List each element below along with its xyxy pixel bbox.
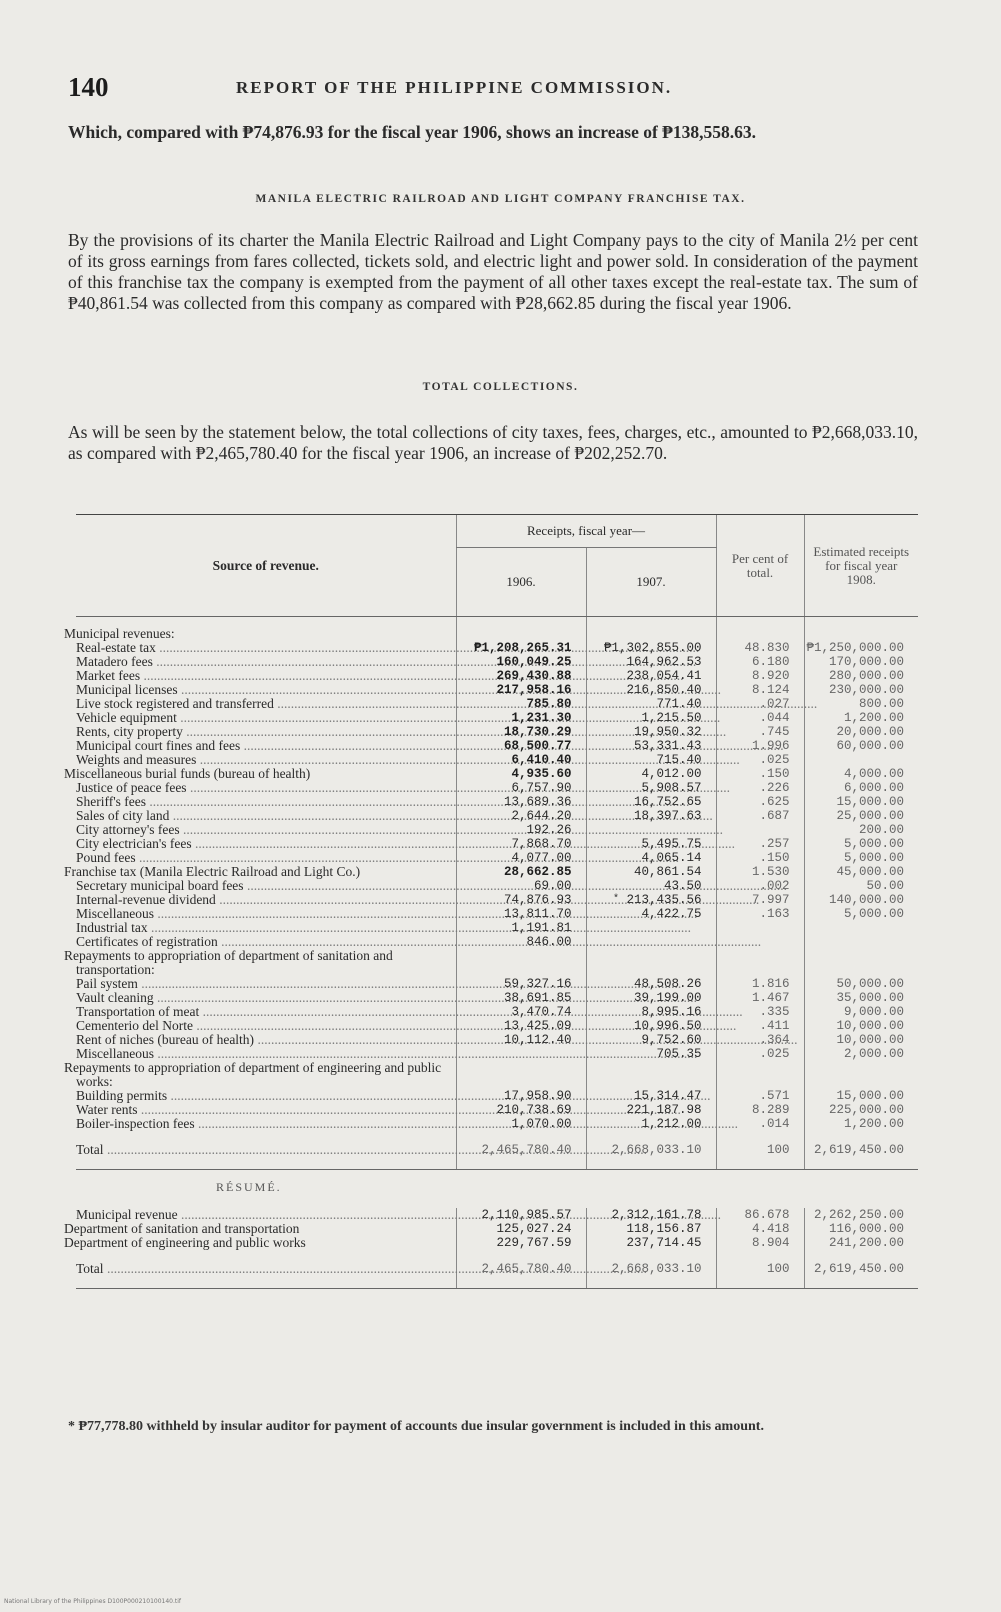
receipts-1906: 2,110,985.57: [456, 1208, 586, 1222]
percent-of-total: .335: [716, 1005, 804, 1019]
source-cell: [76, 1033, 456, 1047]
group-sanitation-repayments-blank: [804, 949, 918, 977]
receipts-1906: 192.26: [456, 823, 586, 837]
source-cell: [76, 991, 456, 1005]
source-cell: [76, 1208, 456, 1222]
estimated-1908: 15,000.00: [804, 795, 918, 809]
receipts-1906: 1,070.00: [456, 1117, 586, 1131]
receipts-1907: 48,508.26: [586, 977, 716, 991]
table-spacer: [76, 617, 918, 628]
header-1907: 1907.: [586, 548, 716, 617]
percent-of-total: .745: [716, 725, 804, 739]
estimated-1908: 241,200.00: [804, 1236, 918, 1250]
resume-heading: RÉSUMÉ.: [216, 1180, 282, 1194]
total-y1907: 2,668,033.10: [586, 1131, 716, 1170]
table-row: [76, 851, 918, 865]
receipts-1907: 53,331.43: [586, 739, 716, 753]
receipts-1907: 715.40: [586, 753, 716, 767]
source-label: Miscellaneous burial funds (bureau of health): [64, 766, 311, 781]
percent-of-total: 8.289: [716, 1103, 804, 1117]
percent-of-total: .027: [716, 697, 804, 711]
receipts-1907: 4,065.14: [586, 851, 716, 865]
estimated-1908: 10,000.00: [804, 1019, 918, 1033]
percent-of-total: 4.418: [716, 1222, 804, 1236]
group-engineering-repayments: [76, 1061, 918, 1089]
source-label: City attorney's fees .....: [76, 823, 456, 837]
franchise-tax-paragraph: By the provisions of its charter the Manila Electric Railroad and Light Company pays to the city of Manila 2½ per cent of its gross earnings from fares collected, tickets sold, and electric light and power sold. In consideration of the payment of this franchise tax the company is exempted from the payment of all other taxes except the real-estate tax. The sum of ₱40,861.54 was collected from this company as compared with ₱28,662.85 during the fiscal year 1906.: [68, 230, 918, 313]
table-row: [76, 697, 918, 711]
receipts-1906: 269,430.88: [456, 669, 586, 683]
total-pct: 100: [716, 1250, 804, 1289]
source-cell: [76, 1103, 456, 1117]
source-cell: [64, 1221, 456, 1236]
source-label: Secretary municipal board fees .....: [76, 879, 456, 893]
source-cell: [76, 851, 456, 865]
percent-of-total: .150: [716, 851, 804, 865]
estimated-1908: 170,000.00: [804, 655, 918, 669]
source-label: City electrician's fees .....: [76, 837, 456, 851]
estimated-1908: 800.00: [804, 697, 918, 711]
source-cell: [76, 725, 456, 739]
source-label: Vault cleaning .....: [76, 991, 456, 1005]
receipts-1906: 4,077.00: [456, 851, 586, 865]
source-label: Cementerio del Norte .....: [76, 1019, 456, 1033]
receipts-1907: 238,054.41: [586, 669, 716, 683]
estimated-1908: 9,000.00: [804, 1005, 918, 1019]
table-row: [76, 655, 918, 669]
group-municipal-revenues-blank: [456, 627, 586, 641]
estimated-1908: 25,000.00: [804, 809, 918, 823]
group-municipal-revenues-blank: [716, 627, 804, 641]
percent-of-total: .571: [716, 1089, 804, 1103]
receipts-1906: 7,868.70: [456, 837, 586, 851]
estimated-1908: 116,000.00: [804, 1222, 918, 1236]
group-engineering-repayments-blank: [586, 1061, 716, 1089]
table-row: [76, 1117, 918, 1131]
group-municipal-revenues-blank: [804, 627, 918, 641]
total-est: 2,619,450.00: [804, 1131, 918, 1170]
total-y1906: 2,465,780.40: [456, 1250, 586, 1289]
percent-of-total: 1.996: [716, 739, 804, 753]
receipts-1907: 237,714.45: [586, 1236, 716, 1250]
receipts-1907: 8,995.16: [586, 1005, 716, 1019]
receipts-1906: 13,689.36: [456, 795, 586, 809]
table-row: [76, 977, 918, 991]
source-label: Weights and measures .....: [76, 753, 456, 767]
percent-of-total: 1.530: [716, 865, 804, 879]
estimated-1908: 4,000.00: [804, 767, 918, 781]
source-label: Miscellaneous .....: [76, 1047, 456, 1061]
table-row: [76, 991, 918, 1005]
receipts-1906: 18,730.29: [456, 725, 586, 739]
percent-of-total: 8.124: [716, 683, 804, 697]
receipts-1906: 217,958.16: [456, 683, 586, 697]
group-sanitation-repayments: [76, 949, 918, 977]
source-label: Building permits .....: [76, 1089, 456, 1103]
receipts-1907: 39,199.00: [586, 991, 716, 1005]
source-cell: [76, 669, 456, 683]
receipts-1907: 164,962.53: [586, 655, 716, 669]
source-label: Miscellaneous .....: [76, 907, 456, 921]
resume-heading-row: [76, 1170, 918, 1209]
source-cell: [76, 1089, 456, 1103]
estimated-1908: 35,000.00: [804, 991, 918, 1005]
table-row: [76, 725, 918, 739]
receipts-1907: 9,752.60: [586, 1033, 716, 1047]
percent-of-total: .014: [716, 1117, 804, 1131]
table-row: [76, 809, 918, 823]
spacer-cell: [716, 617, 804, 628]
receipts-1907: 1,212.00: [586, 1117, 716, 1131]
estimated-1908: 140,000.00: [804, 893, 918, 907]
receipts-1907: 19,950.32: [586, 725, 716, 739]
scan-imprint: National Library of the Philippines D100P000210100140.tif: [4, 1598, 182, 1605]
percent-of-total: 6.180: [716, 655, 804, 669]
spacer-cell: [456, 617, 586, 628]
percent-of-total: 86.678: [716, 1208, 804, 1222]
estimated-1908: 20,000.00: [804, 725, 918, 739]
receipts-1907: 10,996.50: [586, 1019, 716, 1033]
section-heading-total-collections: TOTAL COLLECTIONS.: [422, 381, 579, 393]
total-pct: 100: [716, 1131, 804, 1170]
table-row: [76, 1047, 918, 1061]
estimated-1908: 2,000.00: [804, 1047, 918, 1061]
estimated-1908: 1,200.00: [804, 711, 918, 725]
percent-of-total: .364: [716, 1033, 804, 1047]
source-cell: [76, 1117, 456, 1131]
table-row: [76, 893, 918, 907]
estimated-1908: 230,000.00: [804, 683, 918, 697]
table-row: [76, 1033, 918, 1047]
table-row: [76, 711, 918, 725]
percent-of-total: 48.830: [716, 641, 804, 655]
source-cell: [76, 921, 456, 935]
revenue-table: [64, 514, 918, 1289]
source-cell: [76, 837, 456, 851]
source-cell: [76, 697, 456, 711]
table-row: [76, 1089, 918, 1103]
receipts-1906: 13,811.70: [456, 907, 586, 921]
source-label: Transportation of meat .....: [76, 1005, 456, 1019]
source-cell: [64, 864, 456, 879]
source-cell: [76, 893, 456, 907]
receipts-1906: 210,738.69: [456, 1103, 586, 1117]
receipts-1906: 3,470.74: [456, 1005, 586, 1019]
source-label: Municipal revenue .....: [76, 1208, 456, 1222]
estimated-1908: 200.00: [804, 823, 918, 837]
receipts-1906: 13,425.09: [456, 1019, 586, 1033]
footnote-marker: *: [612, 894, 619, 905]
total-row: [76, 1131, 918, 1170]
receipts-1906: 10,112.40: [456, 1033, 586, 1047]
group-municipal-revenues-label: Municipal revenues:: [64, 626, 175, 641]
estimated-1908: [804, 935, 918, 949]
source-label: Matadero fees .....: [76, 655, 456, 669]
source-label: Municipal court fines and fees .....: [76, 739, 456, 753]
footnote: * ₱77,778.80 withheld by insular auditor for payment of accounts due insular government is included in this amount.: [68, 1419, 764, 1434]
resume-row: [76, 1236, 918, 1250]
receipts-1907: 216,850.40: [586, 683, 716, 697]
percent-of-total: .226: [716, 781, 804, 795]
running-title: REPORT OF THE PHILIPPINE COMMISSION.: [236, 78, 673, 97]
intro-paragraph: Which, compared with ₱74,876.93 for the fiscal year 1906, shows an increase of ₱138,558.63.: [68, 122, 756, 142]
table-row: [76, 1103, 918, 1117]
estimated-1908: 5,000.00: [804, 907, 918, 921]
source-label: Industrial tax .....: [76, 921, 456, 935]
total-label: Total .....: [76, 1262, 456, 1276]
table-row: [76, 907, 918, 921]
receipts-1907: 5,495.75: [586, 837, 716, 851]
group-sanitation-repayments-blank: [716, 949, 804, 977]
table-row: [76, 739, 918, 753]
percent-of-total: 8.920: [716, 669, 804, 683]
estimated-1908: 10,000.00: [804, 1033, 918, 1047]
table-row: [76, 781, 918, 795]
estimated-1908: 2,262,250.00: [804, 1208, 918, 1222]
percent-of-total: [716, 823, 804, 837]
table-row: [76, 753, 918, 767]
source-label: Rents, city property .....: [76, 725, 456, 739]
source-label: Rent of niches (bureau of health) .....: [76, 1033, 456, 1047]
source-cell: [76, 739, 456, 753]
receipts-1906: 59,327.16: [456, 977, 586, 991]
receipts-1907: 2,312,161.78: [586, 1208, 716, 1222]
table-row: [76, 641, 918, 655]
source-cell: [76, 1005, 456, 1019]
receipts-1907: ₱1,302,855.00: [586, 641, 716, 655]
table-row: [76, 935, 918, 949]
receipts-1907-value: 213,435.56: [626, 893, 702, 907]
receipts-1907: 4,422.75: [586, 907, 716, 921]
header-1906: 1906.: [456, 548, 586, 617]
receipts-1906: 17,958.90: [456, 1089, 586, 1103]
receipts-1906: 6,410.40: [456, 753, 586, 767]
percent-of-total: .025: [716, 753, 804, 767]
source-cell: [76, 753, 456, 767]
receipts-1907: 18,397.63: [586, 809, 716, 823]
source-cell: [76, 935, 456, 949]
source-label: Water rents .....: [76, 1103, 456, 1117]
source-cell: [76, 655, 456, 669]
resume-row: [76, 1208, 918, 1222]
receipts-1907: 118,156.87: [586, 1222, 716, 1236]
group-engineering-repayments-label: Repayments to appropriation of department of engineering and public works:: [64, 1060, 442, 1089]
estimated-1908: ₱1,250,000.00: [804, 641, 918, 655]
percent-of-total: .025: [716, 1047, 804, 1061]
group-sanitation-repayments-blank: [586, 949, 716, 977]
receipts-1907: 43.50: [586, 879, 716, 893]
estimated-1908: 225,000.00: [804, 1103, 918, 1117]
spacer-cell: [586, 617, 716, 628]
source-cell: [76, 879, 456, 893]
percent-of-total: .163: [716, 907, 804, 921]
page-header: [68, 72, 928, 106]
estimated-1908: [804, 921, 918, 935]
total-label: Total .....: [76, 1143, 456, 1157]
group-sanitation-repayments-blank: [456, 949, 586, 977]
table-row: [76, 669, 918, 683]
source-cell: [76, 809, 456, 823]
total-y1906: 2,465,780.40: [456, 1131, 586, 1170]
spacer-cell: [804, 617, 918, 628]
source-label: Justice of peace fees .....: [76, 781, 456, 795]
receipts-1906: 68,500.77: [456, 739, 586, 753]
source-label: Vehicle equipment .....: [76, 711, 456, 725]
table-row: [76, 683, 918, 697]
group-engineering-repayments-blank: [716, 1061, 804, 1089]
source-cell: [64, 1235, 456, 1250]
table-row: [76, 837, 918, 851]
source-label: Internal-revenue dividend .....: [76, 893, 456, 907]
receipts-1907: 5,908.57: [586, 781, 716, 795]
group-municipal-revenues-blank: [586, 627, 716, 641]
source-cell: [76, 795, 456, 809]
estimated-1908: 5,000.00: [804, 837, 918, 851]
source-label: Pail system .....: [76, 977, 456, 991]
resume-row: [76, 1222, 918, 1236]
source-label: Real-estate tax .....: [76, 641, 456, 655]
receipts-1907: 705.35: [586, 1047, 716, 1061]
estimated-1908: 50.00: [804, 879, 918, 893]
receipts-1906: 74,876.93: [456, 893, 586, 907]
source-label: Sheriff's fees .....: [76, 795, 456, 809]
source-cell: [76, 683, 456, 697]
total-y1907: 2,668,033.10: [586, 1250, 716, 1289]
source-label: Certificates of registration .....: [76, 935, 456, 949]
receipts-1906: 28,662.85: [456, 865, 586, 879]
percent-of-total: .625: [716, 795, 804, 809]
estimated-1908: 15,000.00: [804, 1089, 918, 1103]
percent-of-total: .002: [716, 879, 804, 893]
estimated-1908: 50,000.00: [804, 977, 918, 991]
group-municipal-revenues: [76, 627, 918, 641]
receipts-1906: 160,049.25: [456, 655, 586, 669]
receipts-1906: 846.00: [456, 935, 586, 949]
source-label: Boiler-inspection fees .....: [76, 1117, 456, 1131]
receipts-1907: 771.40: [586, 697, 716, 711]
receipts-1906: 229,767.59: [456, 1236, 586, 1250]
percent-of-total: 8.904: [716, 1236, 804, 1250]
estimated-1908: 280,000.00: [804, 669, 918, 683]
receipts-1906: 6,757.90: [456, 781, 586, 795]
receipts-1906: 38,691.85: [456, 991, 586, 1005]
source-label: Department of sanitation and transportation: [64, 1221, 300, 1236]
estimated-1908: 6,000.00: [804, 781, 918, 795]
receipts-1906: ₱1,208,265.31: [456, 641, 586, 655]
percent-of-total: 7.997: [716, 893, 804, 907]
receipts-1906: 2,644.20: [456, 809, 586, 823]
receipts-1906: 125,027.24: [456, 1222, 586, 1236]
percent-of-total: [716, 921, 804, 935]
source-cell: [76, 823, 456, 837]
table-row: [76, 1005, 918, 1019]
receipts-1907: 40,861.54: [586, 865, 716, 879]
table-row: [76, 767, 918, 781]
source-cell: [64, 766, 456, 781]
source-label: Municipal licenses .....: [76, 683, 456, 697]
group-engineering-repayments-blank: [804, 1061, 918, 1089]
table-row: [76, 879, 918, 893]
receipts-1907: 221,187.98: [586, 1103, 716, 1117]
source-cell: [76, 977, 456, 991]
estimated-1908: 1,200.00: [804, 1117, 918, 1131]
revenue-table-body: [64, 617, 918, 1289]
page-number: 140: [68, 72, 109, 102]
header-receipts: Receipts, fiscal year—: [456, 515, 716, 548]
percent-of-total: .257: [716, 837, 804, 851]
source-label: Franchise tax (Manila Electric Railroad and Light Co.): [64, 864, 361, 879]
percent-of-total: 1.816: [716, 977, 804, 991]
section-heading-franchise-tax: MANILA ELECTRIC RAILROAD AND LIGHT COMPANY FRANCHISE TAX.: [255, 193, 746, 205]
receipts-1907: 16,752.65: [586, 795, 716, 809]
estimated-1908: 45,000.00: [804, 865, 918, 879]
table-row: [76, 1019, 918, 1033]
source-cell: [76, 1019, 456, 1033]
source-label: Market fees .....: [76, 669, 456, 683]
estimated-1908: [804, 753, 918, 767]
receipts-1907: 4,012.00: [586, 767, 716, 781]
percent-of-total: .150: [716, 767, 804, 781]
source-cell: [76, 711, 456, 725]
receipts-1906: 1,191.81: [456, 921, 586, 935]
percent-of-total: .411: [716, 1019, 804, 1033]
source-label: Pound fees .....: [76, 851, 456, 865]
resume-total-row: [76, 1250, 918, 1289]
table-row: [76, 865, 918, 879]
source-label: Department of engineering and public works: [64, 1235, 306, 1250]
percent-of-total: 1.467: [716, 991, 804, 1005]
source-label: Live stock registered and transferred .....: [76, 697, 456, 711]
receipts-1906: 785.80: [456, 697, 586, 711]
total-label-cell: [76, 1131, 456, 1170]
source-cell: [76, 781, 456, 795]
header-percent: Per cent of total.: [716, 515, 804, 617]
estimated-1908: 5,000.00: [804, 851, 918, 865]
receipts-1906: 69.00: [456, 879, 586, 893]
percent-of-total: .687: [716, 809, 804, 823]
receipts-1906: 4,935.60: [456, 767, 586, 781]
source-cell: [76, 907, 456, 921]
source-cell: [76, 641, 456, 655]
receipts-1906: 1,231.30: [456, 711, 586, 725]
header-estimated: Estimated receipts for fiscal year 1908.: [804, 515, 918, 617]
table-row: [76, 823, 918, 837]
group-sanitation-repayments-label: Repayments to appropriation of department of sanitation and transportation:: [64, 948, 393, 977]
receipts-1907: 15,314.47: [586, 1089, 716, 1103]
total-est: 2,619,450.00: [804, 1250, 918, 1289]
header-source: Source of revenue.: [76, 515, 456, 617]
table-row: [76, 795, 918, 809]
total-collections-paragraph: As will be seen by the statement below, the total collections of city taxes, fees, charges, etc., amounted to ₱2,668,033.10, as compared with ₱2,465,780.40 for the fiscal year 1906, an increase of ₱202,252.70.: [68, 422, 918, 463]
group-engineering-repayments-blank: [456, 1061, 586, 1089]
source-cell: [76, 1047, 456, 1061]
estimated-1908: 60,000.00: [804, 739, 918, 753]
source-label: Sales of city land .....: [76, 809, 456, 823]
percent-of-total: .044: [716, 711, 804, 725]
table-row: [76, 921, 918, 935]
receipts-1907: 1,215.50: [586, 711, 716, 725]
total-label-cell: [76, 1250, 456, 1289]
